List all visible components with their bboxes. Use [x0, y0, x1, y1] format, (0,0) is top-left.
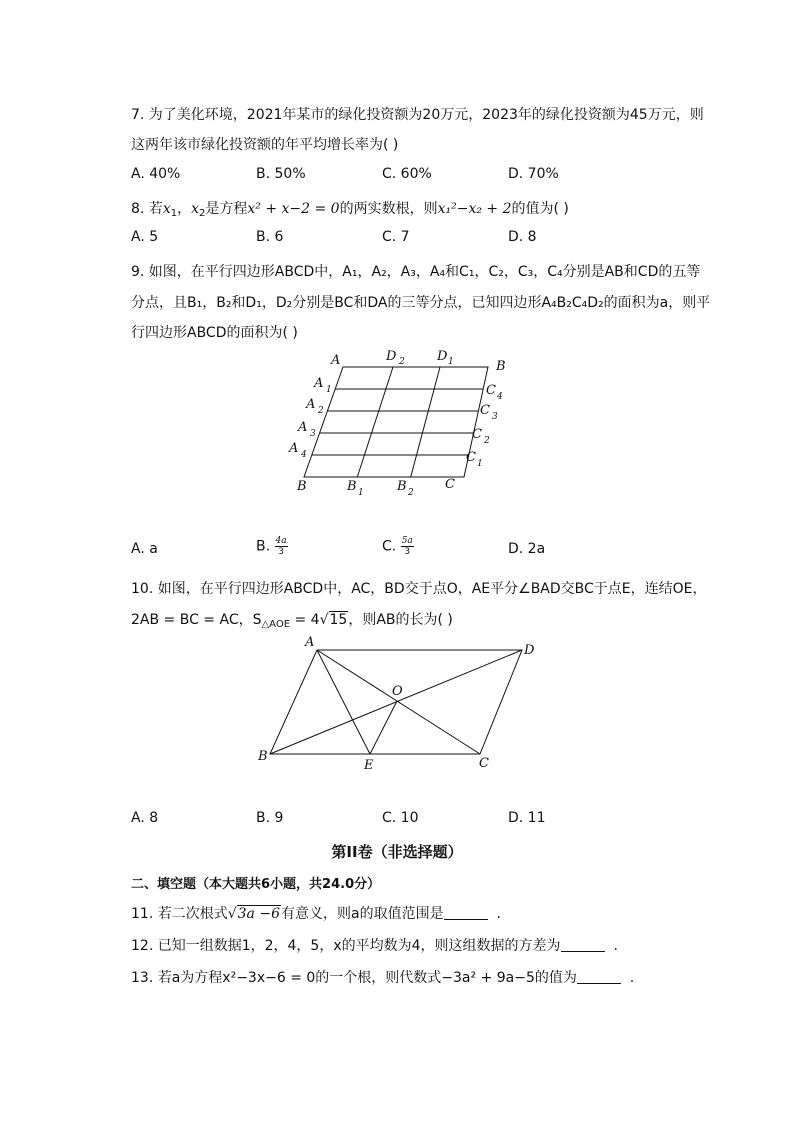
q8-mid2: 的两实数根，则 [339, 201, 438, 217]
q9-parallelogram-figure [280, 345, 520, 500]
q9-label-c2: C [472, 427, 482, 442]
svg-text:4: 4 [497, 392, 503, 402]
q9-label-c: C [445, 477, 455, 492]
q9-label-d1: D [437, 349, 448, 364]
q9-option-c[interactable]: C. $\frac{5a}{3}$ [382, 536, 413, 557]
q7-option-c[interactable]: C. 60% [382, 166, 432, 182]
q9-label-c4: C [486, 383, 496, 398]
q8-option-d[interactable]: D. 8 [508, 229, 537, 245]
q7-stem-line1: 7. 为了美化环境，2021年某市的绿化投资额为20万元，2023年的绿化投资额为45万元，则 [131, 107, 704, 123]
svg-text:1: 1 [448, 357, 454, 367]
svg-text:4: 4 [301, 450, 307, 460]
q7-stem-line2: 这两年该市绿化投资额的年平均增长率为( ) [131, 137, 399, 153]
q10-label-c: C [479, 756, 489, 771]
q8-mid1: 是方程 [205, 201, 248, 217]
q13-stem: 13. 若a为方程x²−3x−6 = 0的一个根，则代数式−3a² + 9a−5的值为 . [131, 970, 635, 986]
svg-text:2: 2 [408, 488, 414, 498]
q8-option-b[interactable]: B. 6 [256, 229, 284, 245]
q11-answer-blank[interactable] [444, 907, 488, 920]
q10-option-c[interactable]: C. 10 [382, 810, 419, 826]
q13-answer-blank[interactable] [577, 971, 621, 984]
section-heading: 二、填空题（本大题共6小题，共24.0分） [131, 877, 381, 892]
q10-parallelogram-figure [250, 632, 550, 777]
svg-text:1: 1 [358, 488, 364, 498]
q8-expression: x₁²−x₂ + 2 [437, 201, 512, 217]
section-title: 第II卷（非选择题） [331, 843, 463, 861]
q10-option-d[interactable]: D. 11 [508, 810, 546, 826]
q8-prefix: 8. 若 [131, 201, 163, 217]
q9-option-a[interactable]: A. a [131, 541, 158, 557]
q10-label-e: E [364, 758, 374, 773]
q7-option-d[interactable]: D. 70% [508, 166, 559, 182]
q9-label-b: B [297, 479, 307, 494]
q8-option-c[interactable]: C. 7 [382, 229, 410, 245]
q9-label-a: A [331, 353, 341, 368]
q7-option-b[interactable]: B. 50% [256, 166, 306, 182]
q9-stem-line3: 行四边形ABCD的面积为( ) [131, 325, 298, 341]
q10-label-b: B [258, 749, 268, 764]
svg-text:1: 1 [477, 459, 483, 469]
q10-option-a[interactable]: A. 8 [131, 810, 159, 826]
q9-stem-line1: 9. 如图，在平行四边形ABCD中，A₁，A₂，A₃，A₄和C₁，C₂，C₃，C₄分别是AB和CD的五等 [131, 264, 701, 280]
q9-label-b2: B [397, 479, 407, 494]
q9-label-b1: B [347, 479, 357, 494]
q10-label-d: D [524, 643, 535, 658]
q8-equation: x² + x−2 = 0 [247, 201, 340, 217]
svg-text:2: 2 [399, 357, 405, 367]
q9-option-d[interactable]: D. 2a [508, 541, 546, 557]
q9-label-c1: C [466, 450, 476, 465]
q7-option-a[interactable]: A. 40% [131, 166, 181, 182]
svg-text:3: 3 [310, 429, 316, 439]
q9-stem-line2: 分点，且B₁，B₂和D₁，D₂分别是BC和DA的三等分点，已知四边形A₄B₂C₄D₂的面积为a，则平 [131, 295, 711, 311]
svg-text:2: 2 [484, 436, 490, 446]
svg-text:2: 2 [318, 406, 324, 416]
q9-label-d: B [496, 359, 506, 374]
q12-answer-blank[interactable] [561, 939, 605, 952]
q10-label-a: A [305, 635, 315, 650]
q9-label-a3: A [298, 420, 308, 435]
q10-option-b[interactable]: B. 9 [256, 810, 284, 826]
q8-option-a[interactable]: A. 5 [131, 229, 159, 245]
q9-option-b[interactable]: B. $\frac{4a}{3}$ [256, 536, 287, 557]
q9-label-d2: D [386, 349, 397, 364]
q9-label-a4: A [289, 441, 299, 456]
q9-label-c3: C [480, 403, 490, 418]
svg-text:3: 3 [492, 412, 498, 422]
q12-stem: 12. 已知一组数据1，2，4，5，x的平均数为4，则这组数据的方差为 . [131, 938, 618, 954]
svg-text:1: 1 [326, 385, 332, 395]
q11-stem: 11. 若二次根式√3a −6有意义，则a的取值范围是 . [131, 906, 501, 922]
q8-stem: 8. 若$x_1$，$x_2$是方程x² + x−2 = 0的两实数根，则x₁²−x₂ + 2的值为( ) [131, 201, 569, 219]
q10-label-o: O [392, 684, 403, 699]
q8-x1: x [162, 201, 171, 217]
q10-stem-line2: 2AB = BC = AC，$S_{\triangle AOE} = 4√15$，则AB的长为( ) [131, 612, 453, 630]
q8-suffix: 的值为( ) [511, 201, 569, 217]
q9-label-a2: A [306, 397, 316, 412]
q10-stem-line1: 10. 如图，在平行四边形ABCD中，AC，BD交于点O，AE平分∠BAD交BC于点E，连结OE， [131, 581, 707, 597]
q9-label-a1: A [314, 376, 324, 391]
